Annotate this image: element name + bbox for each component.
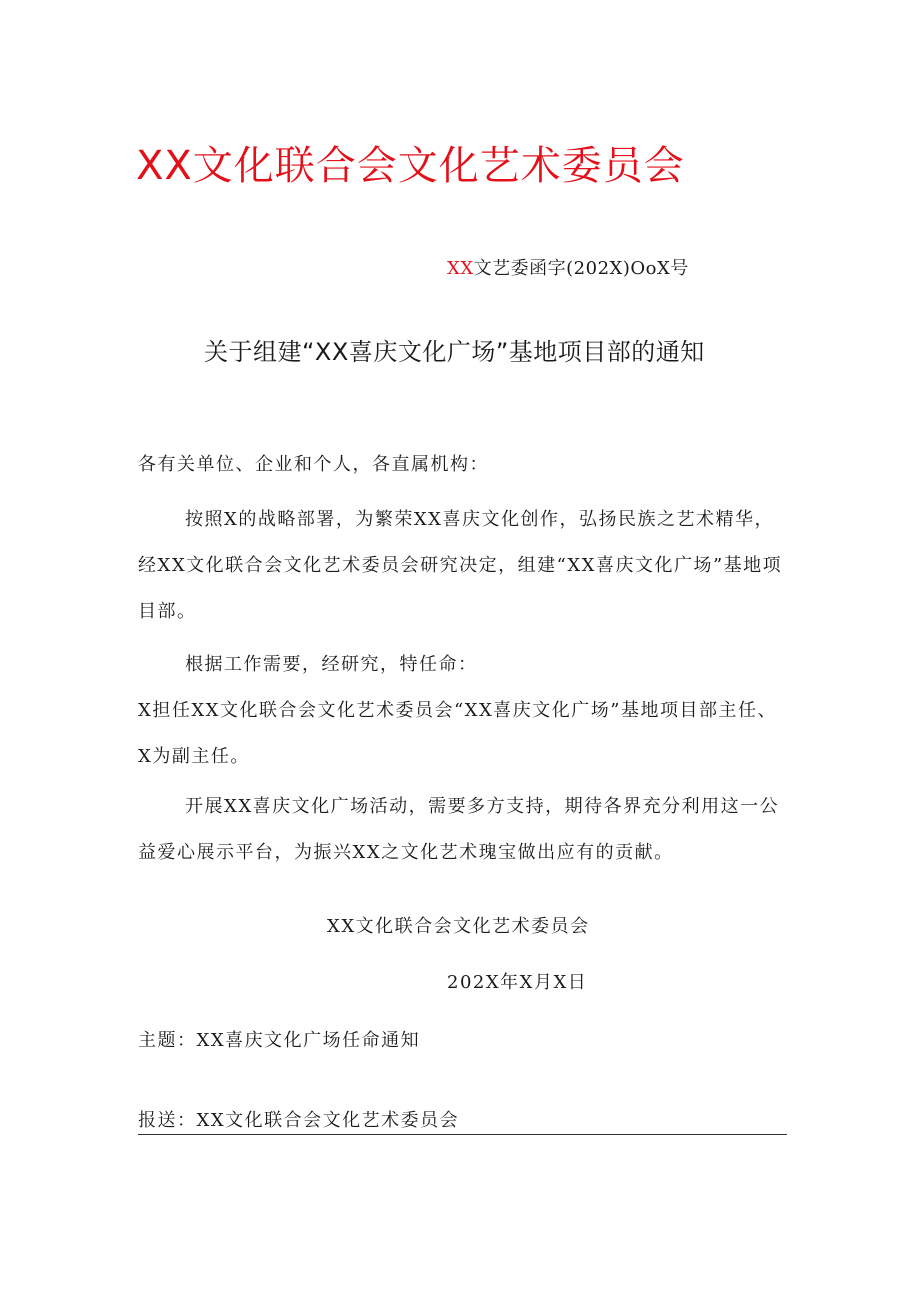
document-subject: 主题：XX喜庆文化广场任命通知 xyxy=(138,1030,421,1051)
document-number xyxy=(447,254,689,280)
document-cc: 报送：XX文化联合会文化艺术委员会 xyxy=(138,1110,460,1131)
signature-organization: XX文化联合会文化艺术委员会 xyxy=(327,916,590,937)
paragraph-strategy: 按照X的战略部署，为繁荣XX喜庆文化创作，弘扬民族之艺术精华，经XX文化联合会文化艺术委员会研究决定，组建“XX喜庆文化广场”基地项目部。 xyxy=(138,509,783,622)
letterhead-title: XX文化联合会文化艺术委员会 xyxy=(136,143,685,189)
footer-divider xyxy=(138,1134,787,1135)
document-number-rest: 文艺委函字(202X)OoX号 xyxy=(473,258,689,279)
paragraph-closing: 开展XX喜庆文化广场活动，需要多方支持，期待各界充分利用这一公益爱心展示平台，为振兴XX之文化艺术瑰宝做出应有的贡献。 xyxy=(138,796,780,863)
notice-title: 关于组建“XX喜庆文化广场”基地项目部的通知 xyxy=(204,338,705,366)
paragraph-appointment-intro: 根据工作需要，经研究，特任命： xyxy=(185,654,478,675)
salutation: 各有关单位、企业和个人，各直属机构： xyxy=(138,454,489,475)
paragraph-appointment: X担任XX文化联合会文化艺术委员会“XX喜庆文化广场”基地项目部主任、X为副主任。 xyxy=(138,700,777,767)
document-number-prefix: XX xyxy=(447,258,474,279)
document-date: 202X年X月X日 xyxy=(447,972,588,993)
